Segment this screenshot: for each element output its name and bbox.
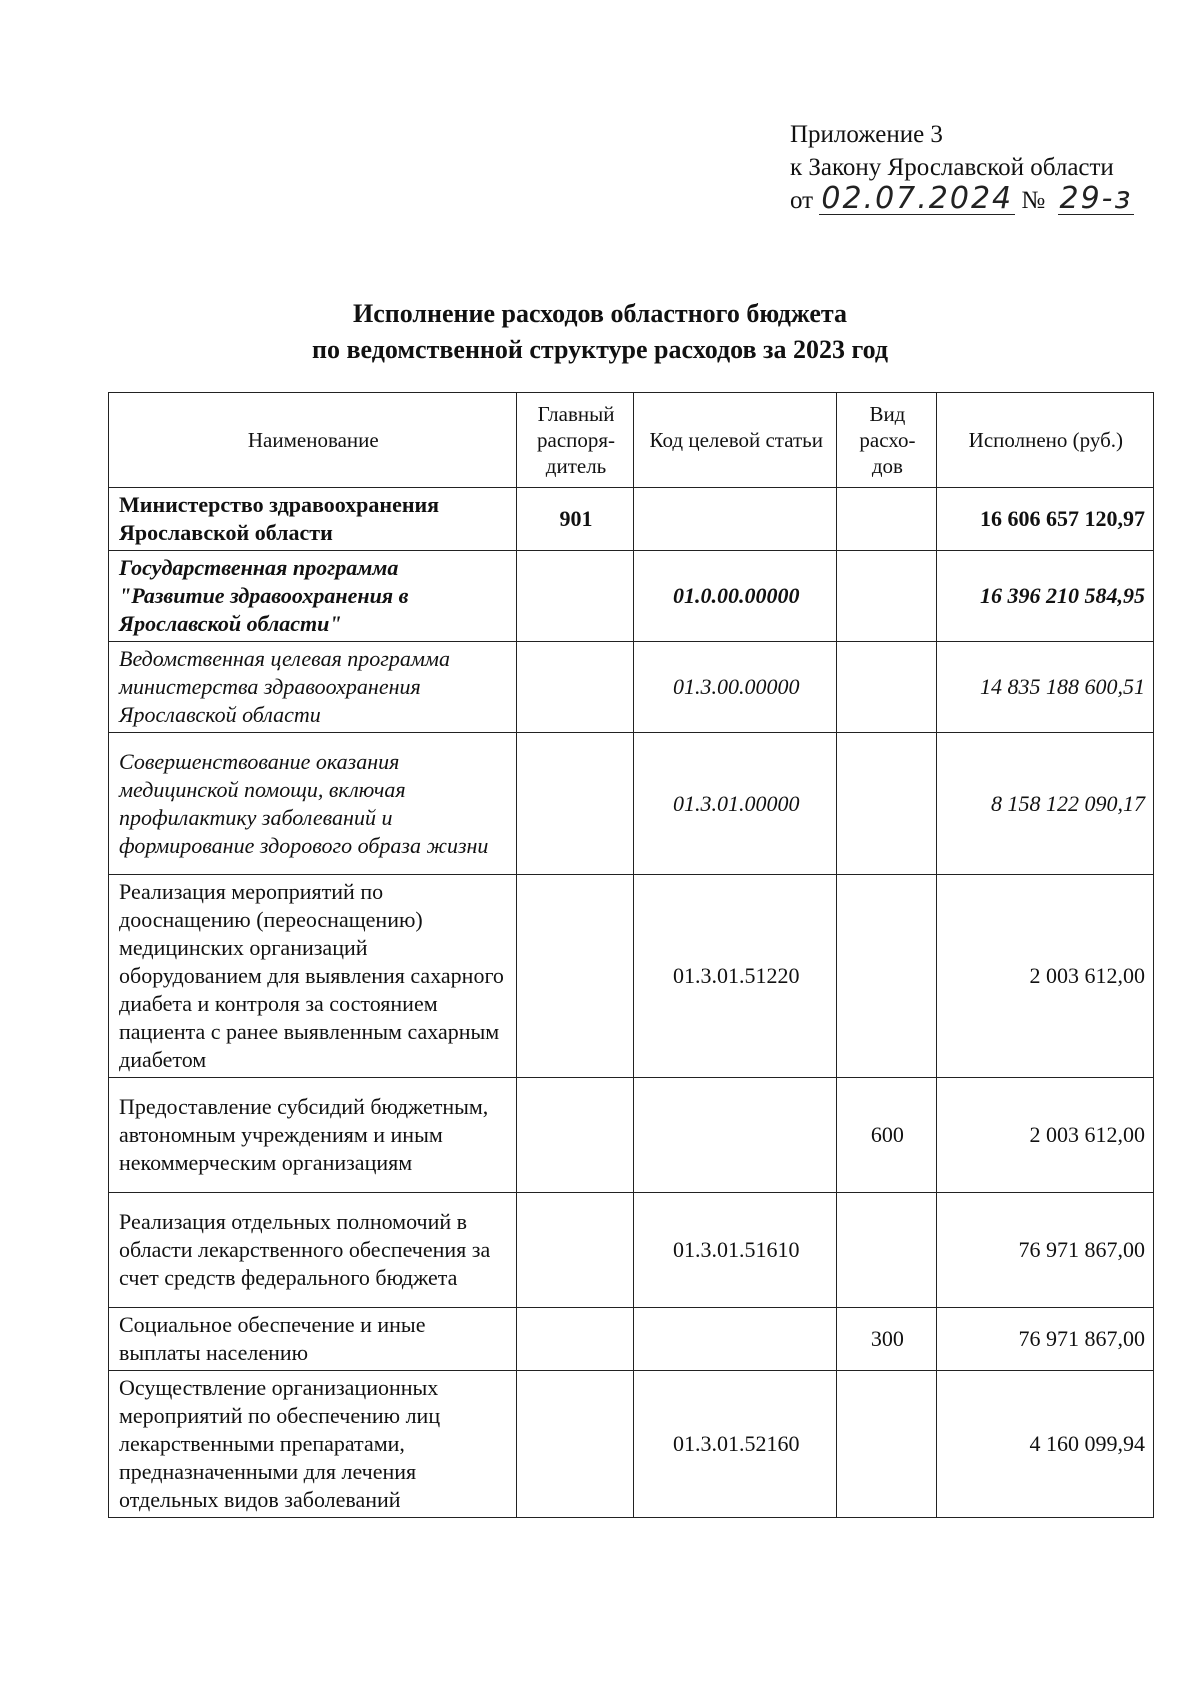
handwritten-date: 02.07.2024 [821,181,1014,216]
row-executed: 14 835 188 600,51 [936,642,1153,733]
document-title [0,296,1200,368]
date-prefix: от [790,187,814,214]
row-executed: 76 971 867,00 [936,1193,1153,1308]
appendix-line-2: к Закону Ярославской области [790,154,1114,181]
row-main-manager [516,1193,634,1308]
row-expense-type [837,1193,937,1308]
row-expense-type [837,875,937,1078]
table-row [109,1371,1154,1518]
row-main-manager [516,875,634,1078]
row-target-code: 01.3.01.52160 [634,1371,837,1518]
header-target-code: Код целевой статьи [634,393,837,488]
row-target-code [634,1308,837,1371]
row-expense-type [837,1371,937,1518]
budget-table [108,392,1154,1518]
row-target-code: 01.3.01.00000 [634,733,837,875]
row-main-manager [516,1371,634,1518]
appendix-line-1: Приложение 3 [790,121,943,148]
row-executed: 4 160 099,94 [936,1371,1153,1518]
row-main-manager: 901 [516,488,634,551]
row-name: Министерство здравоохранения Ярославской области [109,488,517,551]
row-name: Реализация отдельных полномочий в области лекарственного обеспечения за счет средств федерального бюджета [109,1193,517,1308]
appendix-header [790,118,1134,217]
row-main-manager [516,551,634,642]
header-name: Наименование [109,393,517,488]
row-target-code: 01.0.00.00000 [634,551,837,642]
row-executed: 16 606 657 120,97 [936,488,1153,551]
number-label: № [1021,187,1046,214]
title-line-1: Исполнение расходов областного бюджета [352,299,848,328]
header-main-manager: Главный распоря-дитель [516,393,634,488]
row-name: Государственная программа "Развитие здравоохранения в Ярославской области" [109,551,517,642]
row-expense-type: 300 [837,1308,937,1371]
row-main-manager [516,733,634,875]
row-executed: 8 158 122 090,17 [936,733,1153,875]
row-name: Социальное обеспечение и иные выплаты населению [109,1308,517,1371]
row-executed: 16 396 210 584,95 [936,551,1153,642]
title-line-2: по ведомственной структуре расходов за 2023 год [311,335,889,364]
table-row [109,488,1154,551]
table-row [109,551,1154,642]
table-row [109,1078,1154,1193]
row-target-code: 01.3.01.51610 [634,1193,837,1308]
table-row [109,642,1154,733]
row-executed: 76 971 867,00 [936,1308,1153,1371]
table-row [109,875,1154,1078]
row-name: Осуществление организационных мероприятий по обеспечению лиц лекарственными препаратами, предназначенными для лечения отдельных видов заболеваний [109,1371,517,1518]
row-name: Предоставление субсидий бюджетным, автономным учреждениям и иным некоммерческим организациям [109,1078,517,1193]
row-target-code: 01.3.00.00000 [634,642,837,733]
row-main-manager [516,1078,634,1193]
appendix-date-row [790,181,1134,217]
row-expense-type [837,642,937,733]
row-target-code [634,1078,837,1193]
row-target-code [634,488,837,551]
table-row [109,1308,1154,1371]
row-name: Ведомственная целевая программа министерства здравоохранения Ярославской области [109,642,517,733]
row-name: Реализация мероприятий по дооснащению (переоснащению) медицинских организаций оборудованием для выявления сахарного диабета и контроля за состоянием пациента с ранее выявленным сахарным диабетом [109,875,517,1078]
row-expense-type [837,488,937,551]
row-expense-type [837,733,937,875]
row-name: Совершенствование оказания медицинской помощи, включая профилактику заболеваний и формирование здорового образа жизни [109,733,517,875]
row-executed: 2 003 612,00 [936,875,1153,1078]
row-main-manager [516,1308,634,1371]
header-expense-type: Вид расхо-дов [837,393,937,488]
handwritten-number: 29-з [1059,181,1133,216]
row-expense-type [837,551,937,642]
row-executed: 2 003 612,00 [936,1078,1153,1193]
table-row [109,733,1154,875]
table-row [109,1193,1154,1308]
table-header-row [109,393,1154,488]
row-target-code: 01.3.01.51220 [634,875,837,1078]
header-executed: Исполнено (руб.) [936,393,1153,488]
row-expense-type: 600 [837,1078,937,1193]
row-main-manager [516,642,634,733]
